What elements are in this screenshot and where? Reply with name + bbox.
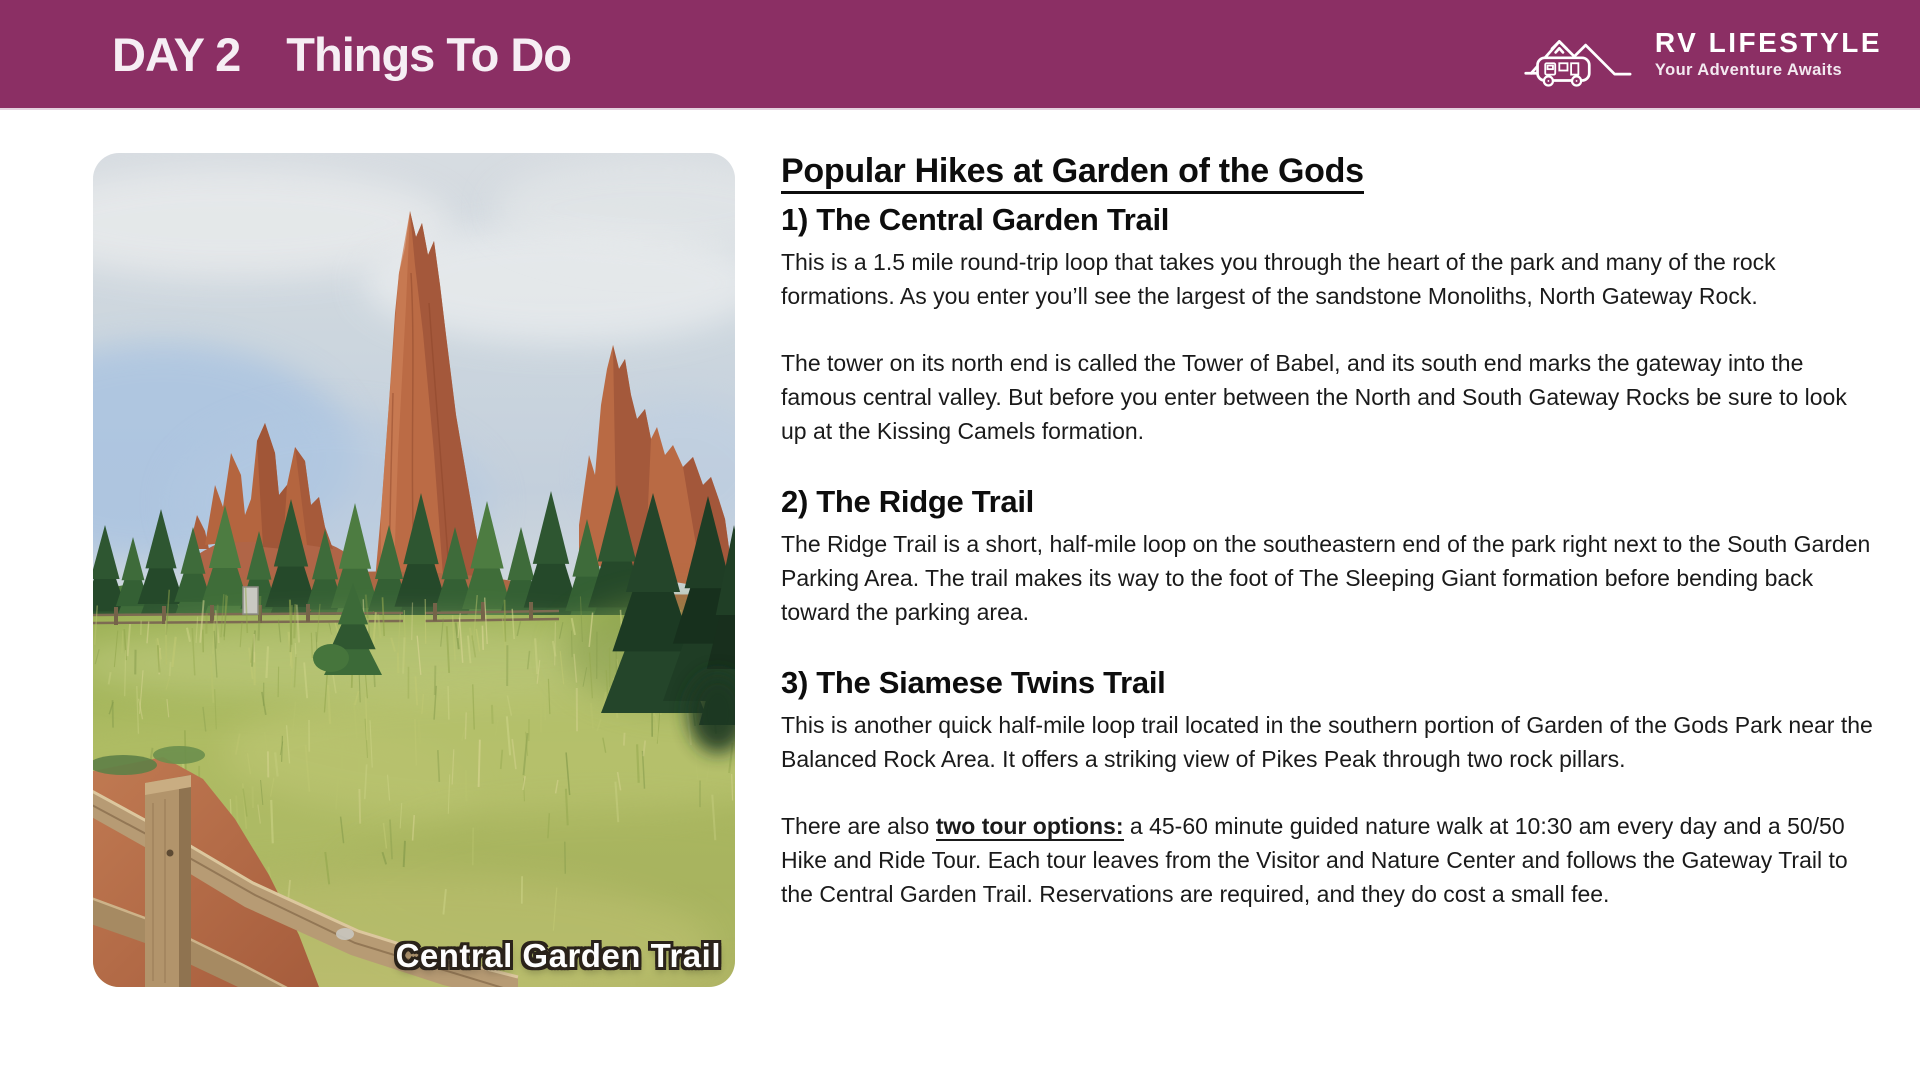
section-paragraph: The Ridge Trail is a short, half-mile loop on the southeastern end of the park right next to the South Garden Parking Area. The trail makes its way to the foot of The Sleeping Giant formation before bending back toward the parking area.	[781, 531, 1871, 625]
section-ridge-trail	[781, 482, 1873, 629]
tour-options-paragraph	[781, 809, 1873, 911]
rv-mountains-icon	[1523, 23, 1641, 89]
garden-of-the-gods-illustration	[93, 153, 735, 987]
photo-caption: Central Garden Trail	[395, 937, 721, 974]
content-title	[781, 150, 1873, 192]
day-label: DAY 2	[112, 27, 241, 81]
section-siamese-twins-trail	[781, 663, 1873, 911]
tour-note-prefix: There are also	[781, 813, 936, 839]
section-paragraph: This is a 1.5 mile round-trip loop that takes you through the heart of the park and many of the rock formations. As you enter you’ll see the largest of the sandstone Monoliths, North Gateway Rock.	[781, 249, 1776, 309]
trail-photo	[93, 153, 735, 987]
logo-tagline: Your Adventure Awaits	[1654, 60, 1843, 79]
content-title-text: Popular Hikes at Garden of the Gods	[781, 152, 1364, 194]
section-paragraph: This is another quick half-mile loop trail located in the southern portion of Garden of the Gods Park near the Balanced Rock Area. It offers a striking view of Pikes Peak through two rock pillars.	[781, 712, 1873, 772]
header-titles	[112, 27, 572, 81]
header-bar	[0, 0, 1920, 108]
brand-logo	[1523, 19, 1882, 89]
section-heading: 3) The Siamese Twins Trail	[781, 665, 1166, 700]
logo-brand: RV LIFESTYLE	[1654, 27, 1882, 59]
section-paragraph: The tower on its north end is called the Tower of Babel, and its south end marks the gateway into the famous central valley. But before you enter between the North and South Gateway Rocks be sure to look up at the Kissing Camels formation.	[781, 350, 1847, 444]
section-central-garden-trail	[781, 200, 1873, 448]
section-heading: 1) The Central Garden Trail	[781, 202, 1170, 237]
page-title: Things To Do	[286, 27, 572, 81]
tour-note-suffix: a 45-60 minute guided nature walk at 10:30 am every day and a 50/50 Hike and Ride Tour. Each tour leaves from the Visitor and Nature Center and follows the Gateway Trail to the Central Garden Trail. Reservations are required, and they do cost a small fee.	[781, 813, 1848, 907]
tour-note-highlight: two tour options:	[935, 813, 1124, 839]
logo-text	[1655, 28, 1882, 80]
section-heading: 2) The Ridge Trail	[781, 484, 1034, 519]
content-column	[781, 150, 1873, 911]
